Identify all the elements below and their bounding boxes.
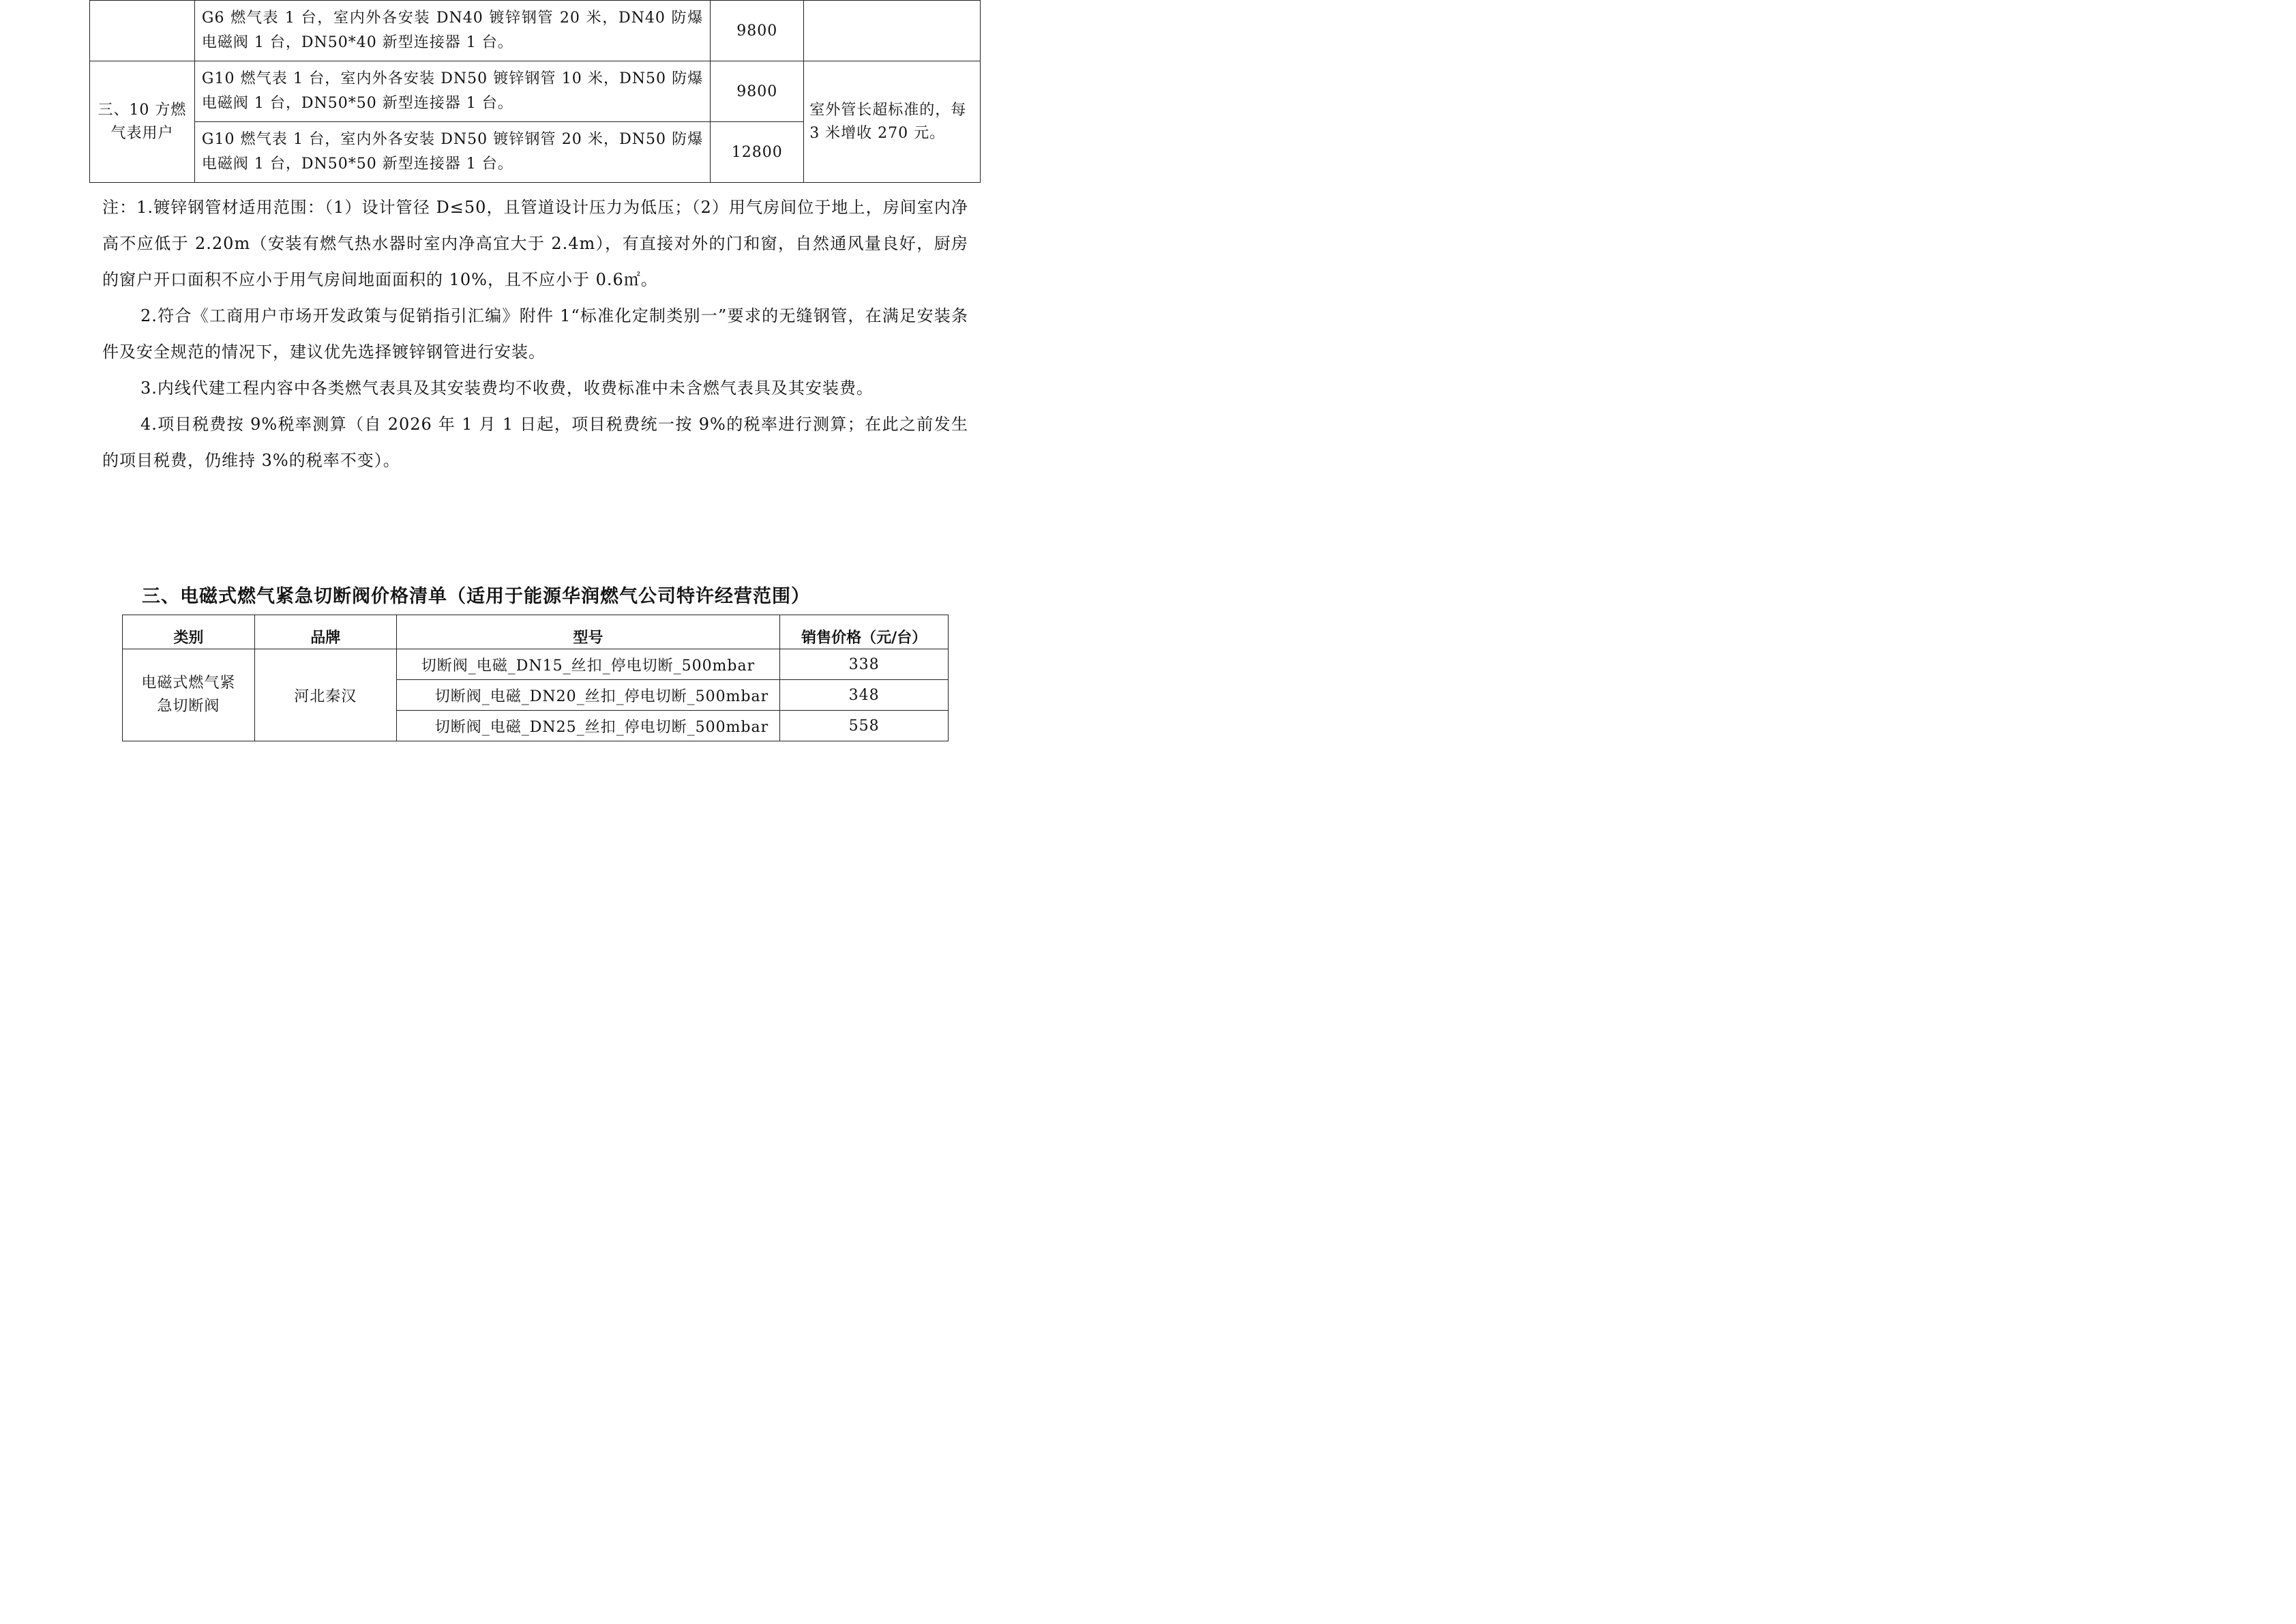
item-description: G6 燃气表 1 台，室内外各安装 DN40 镀锌钢管 20 米，DN40 防爆电磁阀 1 台，DN50*40 新型连接器 1 台。	[194, 1, 710, 61]
valve-category-cell: 电磁式燃气紧急切断阀	[123, 649, 255, 741]
valve-price: 348	[780, 680, 949, 711]
item-description: G10 燃气表 1 台，室内外各安装 DN50 镀锌钢管 10 米，DN50 防爆电磁阀 1 台，DN50*50 新型连接器 1 台。	[194, 61, 710, 122]
item-price: 9800	[711, 1, 804, 61]
note-2: 2.符合《工商用户市场开发政策与促销指引汇编》附件 1“标准化定制类别一”要求的无缝钢管，在满足安装条件及安全规范的情况下，建议优先选择镀锌钢管进行安装。	[102, 306, 968, 361]
table-header-row	[123, 615, 949, 649]
note-4: 4.项目税费按 9%税率测算（自 2026 年 1 月 1 日起，项目税费统一按 9%的税率进行测算；在此之前发生的项目税费，仍维持 3%的税率不变）。	[102, 415, 968, 470]
valve-price-table	[122, 615, 949, 741]
valve-price: 558	[780, 711, 949, 741]
valve-model: 切断阀_电磁_DN15_丝扣_停电切断_500mbar	[396, 649, 780, 680]
section-title: 三、电磁式燃气紧急切断阀价格清单（适用于能源华润燃气公司特许经营范围）	[142, 586, 810, 607]
header-category: 类别	[123, 615, 255, 649]
item-price: 12800	[711, 122, 804, 183]
table-row	[90, 1, 981, 61]
header-brand: 品牌	[254, 615, 396, 649]
valve-model: 切断阀_电磁_DN20_丝扣_停电切断_500mbar	[396, 680, 780, 711]
item-price: 9800	[711, 61, 804, 122]
valve-price: 338	[780, 649, 949, 680]
table-row	[123, 649, 949, 680]
table-row	[90, 61, 981, 122]
note-1: 注：1.镀锌钢管材适用范围：（1）设计管径 D≤50，且管道设计压力为低压；（2）用气房间位于地上，房间室内净高不应低于 2.20m（安装有燃气热水器时室内净高宜大于 2.4m），有直接对外的门和窗，自然通风量良好，厨房的窗户开口面积不应小于用气房间地面面积的 10%，且不应小于 0.6㎡。	[102, 198, 968, 289]
category-cell: 三、10 方燃气表用户	[90, 61, 195, 183]
note-3: 3.内线代建工程内容中各类燃气表具及其安装费均不收费，收费标准中未含燃气表具及其安装费。	[140, 379, 874, 398]
gas-meter-price-table	[89, 0, 981, 183]
item-description: G10 燃气表 1 台，室内外各安装 DN50 镀锌钢管 20 米，DN50 防爆电磁阀 1 台，DN50*50 新型连接器 1 台。	[194, 122, 710, 183]
header-price: 销售价格（元/台）	[780, 615, 949, 649]
category-cell-blank	[90, 1, 195, 61]
header-model: 型号	[396, 615, 780, 649]
notes-block	[102, 190, 968, 479]
valve-model: 切断阀_电磁_DN25_丝扣_停电切断_500mbar	[396, 711, 780, 741]
remark-cell-blank	[804, 1, 981, 61]
remark-cell: 室外管长超标准的，每 3 米增收 270 元。	[804, 61, 981, 183]
valve-brand-cell: 河北秦汉	[254, 649, 396, 741]
